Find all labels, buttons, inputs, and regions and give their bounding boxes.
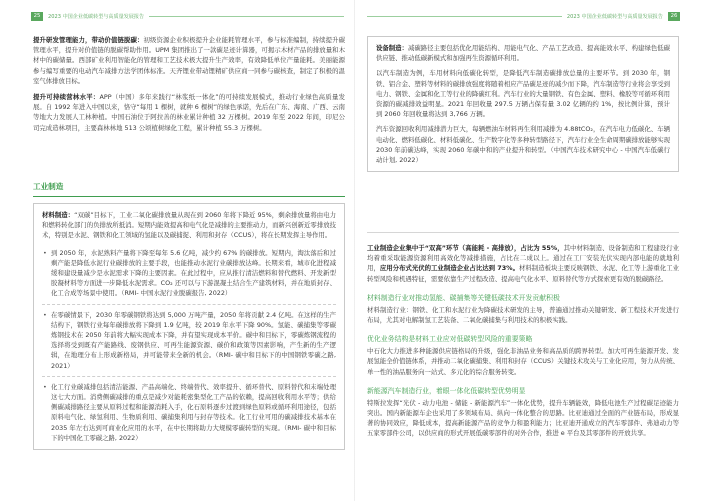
report-title-left: 2023 中国企业低碳转型与高质量发展报告 — [48, 14, 145, 20]
box-paragraph: 以汽车制造为例，车用材料向低碳化转型，是降低汽车制造碳排放总量的主要环节。到 2030 年，钢铁、铝合金、塑料等材料的碳排放强度将随着相应产品碳足迹的减少而下降，汽车制造等行业将会享受到电力、钢铁、金属和化工等行业的降碳红利。汽车行业的大量钢铁、有色金属、塑料、橡胶等可循环利用资源的碳减排效益明显。2021 年回收量 297.5 万辆占保有量 3.02 亿辆的约 1%，按比例计算，预计到 2060 年回收量将达到 3,766 万辆。 — [376, 69, 670, 119]
subsection-text: 中石化大力推进多种能源供应链格局的升级，强化非油品业务和高品质的跨界转型。加大可再生能源开发、发展氢能全价值链体系，并推动二氧化碳捕集、利用和封存（CCUS）关键技术攻关与工业化应用，努力从传统、单一性的油品服务向一站式、多元化的综合服务转变。 — [367, 347, 679, 376]
box-intro — [42, 210, 336, 241]
paragraph-lead: 提升可持续营林水平： — [33, 93, 100, 102]
report-title-right: 2023 中国企业低碳转型与高质量发展报告 — [566, 14, 663, 20]
section-title: 工业制造 — [33, 181, 345, 197]
intro-paragraph — [33, 35, 345, 86]
summary-highlight: 工业制造企业集中于“双高”环节（高能耗 - 高排放），占比为 55%， — [367, 244, 564, 252]
list-item: • 在零碳情景下，2030 年零碳钢铁将达到 5,000 万吨产量，2050 年将贡献 2.4 亿吨。在这样的生产结构下，钢铁行业每年碳排放将下降到 1.9 亿吨，较 2019 年水平下降 90%。氢能、碳捕集等零碳炼钢技术在 2050 年前将大幅实现成本下降，并有望实现成本平价。碳中和目标下，零碳炼钢流程的选择将受到既有产能路线、废钢供应、可再生能源资源、碳价和政策等因素影响，产生新的生产逻辑，在地理分布上形成新格局，并可能带来全新的机会。（RMI- 碳中和目标下的中国钢铁零碳之路, 2021） — [42, 310, 336, 377]
header-rule-left — [149, 16, 344, 17]
page-header-left — [31, 12, 344, 21]
subsection — [367, 386, 679, 439]
subsection-title: 材料制造行业对推动氢能、碳捕集等关键低碳技术开发贡献积极 — [367, 293, 560, 302]
subsection-title: 新能源汽车制造行业，着眼一体化低碳转型优势明显 — [367, 386, 526, 395]
summary-text: 材料制造板块主要反映钢铁、水泥、化工等上游重化工业转型风险和机遇特征，需要依靠生产过程改造、提高电气化水平、原料替代等方式探索更有效的脱碳路径。 — [367, 264, 680, 283]
intro-paragraphs — [33, 35, 345, 139]
section-divider — [367, 232, 679, 233]
subsection-title: 优化业务结构是材料工业应对低碳转型风险的重要策略 — [367, 335, 533, 344]
subsection — [367, 334, 679, 377]
paragraph-text: APP（中国）多年来践行“林浆纸一体化”的可持续发展模式，推动行业绿色高质量发展。自 1992 年进入中国以来，恪守“每用 1 棵树，就种 6 棵树”的绿色承诺，先后在广东、海南、广西、云南等地大力发展人工林种植。中国石油位于阿拉善的林业累计种植 32 万棵树。2019 年至 2022 年间，印尼公司完成造林项目，主要森林林地 513 公顷植树绿化工程，累计种植 55.3 万棵树。 — [33, 93, 346, 132]
materials-manufacturing-box — [33, 203, 345, 450]
summary-paragraph — [367, 243, 679, 284]
summary-text: 其中材料制造、设备制造和工程建设行业均着重采取能源资源利用高效化等减排措施，占比在二成以上。通过在工厂安装光伏实现内部电能的就地利用， — [367, 244, 679, 273]
list-item: • 到 2050 年，水泥熟料产量将下降至每年 5.6 亿吨，减少约 67% 的碳排放。短期内，淘汰落后和过剩产能是降低水泥行业碳排放的主要手段，也能推动水泥行业碳排放达峰。长期来看，城市化进程减缓和建设量减少是水泥需求下降的主要因素。在此过程中，应从推行清洁燃料和替代燃料、开发新型胶凝材料等方面进一步降低水泥需求。CO₂ 还可以与下游混凝土结合生产建筑材料，并在地质封存、化工合成等场景中使用。（RMI- 中国水泥行业脱碳报告, 2022） — [42, 248, 336, 305]
list-item: • 化工行业碳减排包括清洁能源、产品高端化、终端替代、效率提升、循环替代、原料替代和末端处理这七大方面。消费侧碳减排的重点是减少对能耗密集型化工产品的依赖，提高回收利用水平等；供给侧碳减排路径主要从原料过程和能源消耗入手，化石原料逐步过渡到绿色原料或循环利用途径，包括原料电气化、绿氢利用、生物质利用、碳捕集利用与封存等技术。化工行业可用的碳减排技术基本在 2035 年左右达到可商业化应用的水平，在中长期将助力大规模零碳转型的实现。（RMI- 碳中和目标下的中国化工零碳之路, 2022） — [42, 382, 336, 443]
box-intro — [376, 43, 670, 63]
subsection-text: 材料制造行业：钢铁、化工和水泥行业为降碳技术研发的主导，普遍通过推动关键研发、新工程技术开发进行布局，尤其对电解制氢工艺装备、二氧化碳捕集与利用技术的积极实践。 — [367, 305, 679, 325]
subsection — [367, 293, 679, 325]
paragraph-text: 初级资源企业积极提升企业能耗管理水平，参与标准编制，持续提升碳管理水平，提升对价值链的脱碳帮助作用。UPM 集团推出了一款碳足迹计算器，可揭示木材产品的排放量和木材中的碳储量。西部矿业利用智能化的管理和工艺技术极大提升生产效率，有效降低单位产量能耗。美丽能源参与编写重要的电动汽车减排方法学团体标准。天齐锂业带动锂精矿供应商一同参与碳核查，制定了积极的温室气体排放目标。 — [33, 36, 346, 85]
subsection-text: 特斯拉发挥“光伏 - 动力电池 - 储能 - 新能源汽车”一体化优势，提升车辆能效，降低电池生产过程碳足迹能力突出。国内新能源车企也采用了多领域布局、纵向一体化整合的思路。比亚迪通过全面的产业链布局，形成显著的协同效应，降低成本，提高新能源产品的竞争力和盈利能力；比亚迪开通成立的汽车零部件、弗迪动力等五家零部件公司，以供应商的形式开展低碳零部件的对外合作，推进 e 平台及其零部件的开放共享。 — [367, 398, 679, 438]
intro-paragraph — [33, 92, 345, 133]
page-number-right: 26 — [668, 12, 680, 21]
equipment-manufacturing-box — [367, 36, 679, 172]
box-lead: 设备制造： — [376, 44, 408, 52]
industry-analysis — [367, 243, 679, 439]
box-lead: 材料制造： — [42, 211, 75, 219]
box-text: 减碳路径主要包括优化用能结构、用能电气化、产品工艺改造、提高能效水平、构建绿色低碳供应链、推动低碳新模式和加强再生资源循环利用。 — [376, 44, 671, 63]
bullet-list — [42, 248, 336, 443]
page-header-right — [367, 12, 680, 21]
right-page — [355, 0, 710, 501]
summary-highlight: 应用分布式光伏的工业制造企业占比达到 73%。 — [379, 264, 519, 273]
box-text: “双碳”目标下，工业二氧化碳排放量从现在到 2060 年将下降近 95%，剩余排放量将由电力和燃料转化部门的负排放所抵消。短期内能效提高和电气化是减排的主要推动力，而新兴创新近零排放技术，特别是水泥、钢铁和化工领域的氢能以及碳捕捉、利用和封存（CCUS），将在长期发挥主导作用。 — [42, 211, 337, 240]
page-number-left: 25 — [31, 12, 43, 21]
header-rule-right — [367, 16, 562, 17]
paragraph-lead: 提升研发管理能力，带动价值链脱碳： — [33, 36, 144, 44]
box-paragraph: 汽车资源回收利用减排潜力巨大，每辆燃油车材料再生利用减排为 4.88tCO₂，在汽车电力低碳化、车辆电动化、燃料低碳化、材料低碳化、生产数字化等多种转型路径下，汽车行业全生命周期碳排放能够实现 2030 年前碳达峰，实现 2060 年碳中和的产业提升和转型。（中国汽车技术研究中心 - 中国汽车低碳行动计划, 2022） — [376, 125, 670, 165]
